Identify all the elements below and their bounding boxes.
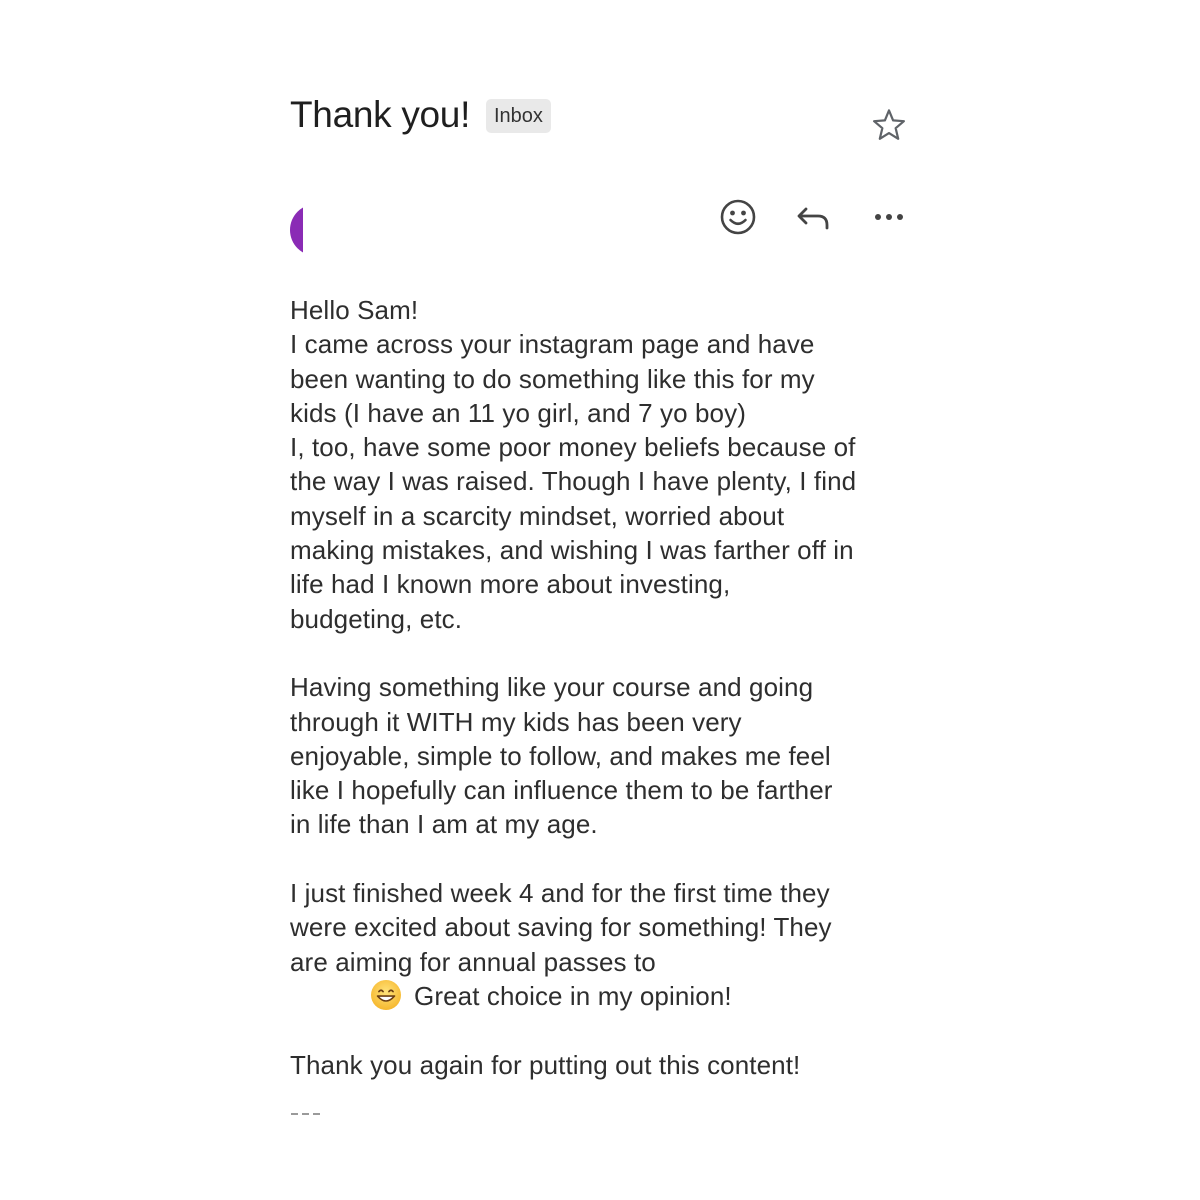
inbox-label-chip[interactable]: Inbox xyxy=(486,99,551,133)
paragraph-gap xyxy=(290,842,930,876)
message-body xyxy=(290,293,930,1082)
more-horizontal-icon xyxy=(869,197,909,237)
body-line: like I hopefully can influence them to be farther xyxy=(290,775,833,806)
more-options-button[interactable] xyxy=(869,197,909,237)
avatar-circle xyxy=(290,204,303,256)
closing-line: Thank you again for putting out this content! xyxy=(290,1049,801,1080)
body-line: budgeting, etc. xyxy=(290,603,463,634)
sender-avatar[interactable] xyxy=(290,204,303,256)
emoji-line-text: Great choice in my opinion! xyxy=(414,980,732,1011)
paragraph-gap xyxy=(290,636,930,670)
add-reaction-button[interactable] xyxy=(718,197,758,237)
reply-icon xyxy=(794,197,834,237)
reply-button[interactable] xyxy=(794,197,834,237)
body-line: life had I known more about investing, xyxy=(290,569,731,600)
body-line: been wanting to do something like this for my xyxy=(290,363,815,394)
grinning-face-emoji-icon xyxy=(370,979,402,1011)
body-line: myself in a scarcity mindset, worried about xyxy=(290,500,785,531)
body-line: are aiming for annual passes to xyxy=(290,946,656,977)
paragraph-gap xyxy=(290,1013,930,1047)
body-line-emoji xyxy=(290,979,930,1013)
body-line: enjoyable, simple to follow, and makes me feel xyxy=(290,740,831,771)
star-icon[interactable] xyxy=(870,106,908,144)
body-line: I came across your instagram page and have xyxy=(290,329,815,360)
greeting-line: Hello Sam! xyxy=(290,295,419,325)
body-line: in life than I am at my age. xyxy=(290,809,598,840)
body-line: through it WITH my kids has been very xyxy=(290,706,742,737)
body-line: Having something like your course and going xyxy=(290,672,814,703)
body-line: I, too, have some poor money beliefs because of xyxy=(290,432,856,463)
body-line: I just finished week 4 and for the first time they xyxy=(290,878,830,909)
show-trimmed-content-icon[interactable] xyxy=(291,1104,323,1110)
body-line: kids (I have an 11 yo girl, and 7 yo boy) xyxy=(290,397,746,428)
smiley-icon xyxy=(718,197,758,237)
body-line: making mistakes, and wishing I was farther off in xyxy=(290,535,854,566)
body-line: the way I was raised. Though I have plenty, I find xyxy=(290,466,857,497)
body-line: were excited about saving for something! They xyxy=(290,912,832,943)
subject-title: Thank you! xyxy=(290,94,471,135)
